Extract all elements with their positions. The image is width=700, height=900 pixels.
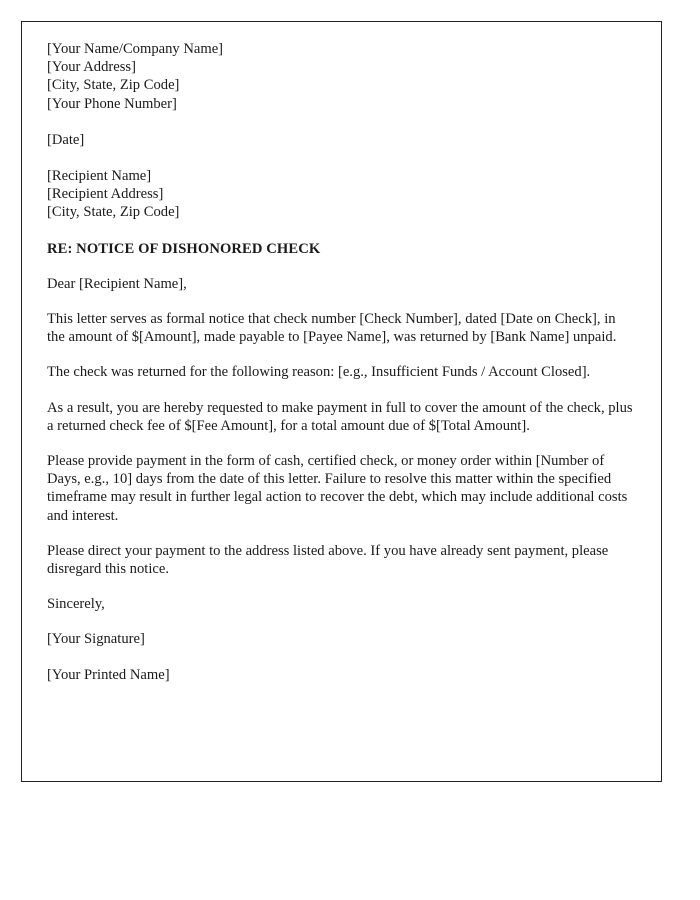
sender-name-line: [Your Name/Company Name] (47, 41, 224, 57)
signature-placeholder: [Your Signature] (47, 631, 145, 648)
body-paragraph-4: Please provide payment in the form of cash, certified check, or money order within [Number of Days, e.g., 10] days from the date of this letter. Failure to resolve this matter within the specified timeframe may result in further legal action to recover the debt, which may include additional costs and interest. (47, 453, 628, 524)
recipient-city-line: [City, State, Zip Code] (47, 204, 180, 221)
recipient-name-line: [Recipient Name] (47, 168, 152, 185)
sender-address-block (47, 40, 635, 113)
date-line: [Date] (47, 131, 85, 148)
letter-content (47, 40, 635, 684)
sender-city-line: [City, State, Zip Code] (47, 77, 180, 94)
body-paragraph-5: Please direct your payment to the address listed above. If you have already sent payment, please disregard this notice. (47, 542, 609, 578)
subject-line: RE: NOTICE OF DISHONORED CHECK (47, 240, 321, 257)
recipient-address-block (47, 167, 635, 222)
sender-street-line: [Your Address] (47, 59, 136, 76)
body-paragraph-1: This letter serves as formal notice that check number [Check Number], dated [Date on Check], in the amount of $[Amount], made payable to [Payee Name], was returned by [Bank Name] unpaid. (47, 311, 617, 346)
recipient-street-line: [Recipient Address] (47, 186, 164, 203)
body-paragraph-2: The check was returned for the following reason: [e.g., Insufficient Funds / Account Closed]. (47, 364, 591, 381)
sender-phone-line: [Your Phone Number] (47, 95, 177, 112)
closing-line: Sincerely, (47, 596, 105, 613)
document-page (21, 21, 662, 782)
body-paragraph-3: As a result, you are hereby requested to make payment in full to cover the amount of the check, plus a returned check fee of $[Fee Amount], for a total amount due of $[Total Amount]. (47, 399, 633, 434)
printed-name-placeholder: [Your Printed Name] (47, 666, 170, 683)
salutation: Dear [Recipient Name], (47, 275, 187, 292)
